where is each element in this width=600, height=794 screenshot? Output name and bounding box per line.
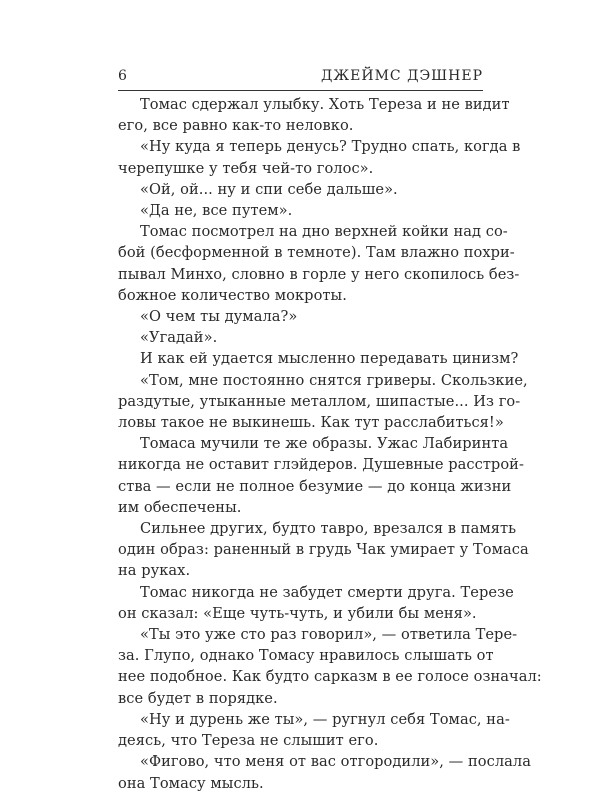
- body-text: [118, 94, 542, 794]
- text-line: «Ой, ой... ну и спи себе дальше».: [140, 180, 398, 198]
- paragraph: [118, 518, 529, 582]
- text-line: пывал Минхо, словно в горле у него скопилось без-: [118, 265, 520, 283]
- paragraph: [118, 624, 542, 709]
- text-line: бой (бесформенной в темноте). Там влажно похри-: [118, 244, 515, 262]
- text-line: Сильнее других, будто тавро, врезался в память: [140, 520, 517, 538]
- paragraph: [118, 94, 510, 136]
- text-line: «Ты это уже сто раз говорил», — ответила Тере-: [140, 626, 518, 644]
- paragraph: [118, 582, 514, 624]
- running-head-author: ДЖЕЙМС ДЭШНЕР: [321, 68, 483, 84]
- text-line: Томаса мучили те же образы. Ужас Лабиринта: [140, 435, 509, 453]
- text-line: «Ну и дурень же ты», — ругнул себя Томас, на-: [140, 710, 510, 728]
- text-line: один образ: раненный в грудь Чак умирает у Томаса: [118, 541, 529, 559]
- text-line: деясь, что Тереза не слышит его.: [118, 732, 379, 750]
- text-line: ства — если не полное безумие — до конца жизни: [118, 477, 512, 495]
- text-line: им обеспечены.: [118, 498, 242, 516]
- text-line: Томас сдержал улыбку. Хоть Тереза и не видит: [140, 96, 510, 113]
- text-line: Томас никогда не забудет смерти друга. Терезе: [140, 583, 514, 601]
- text-line: Томас посмотрел на дно верхней койки над со-: [140, 223, 508, 241]
- paragraph: [118, 327, 483, 348]
- text-line: она Томасу мысль.: [118, 774, 264, 792]
- paragraph: [118, 433, 524, 518]
- page-header: [118, 64, 483, 91]
- text-line: «Том, мне постоянно снятся гриверы. Скользкие,: [140, 371, 528, 389]
- text-line: «Угадай».: [140, 329, 218, 347]
- text-line: нее подобное. Как будто сарказм в ее голосе означал:: [118, 668, 542, 686]
- text-line: за. Глупо, однако Томасу нравилось слышать от: [118, 647, 494, 665]
- text-line: «Ну куда я теперь денусь? Трудно спать, когда в: [140, 138, 521, 156]
- text-line: все будет в порядке.: [118, 689, 278, 707]
- text-line: его, все равно как-то неловко.: [118, 117, 354, 135]
- page-number: 6: [118, 68, 128, 84]
- paragraph: [118, 370, 528, 434]
- paragraph: [118, 136, 521, 178]
- paragraph: [118, 200, 483, 221]
- text-line: раздутые, утыканные металлом, шипастые... Из го-: [118, 392, 521, 410]
- text-line: на руках.: [118, 562, 191, 580]
- text-line: И как ей удается мысленно передавать цинизм?: [140, 350, 519, 368]
- text-line: ловы такое не выкинешь. Как тут расслабиться!»: [118, 414, 504, 432]
- paragraph: [118, 179, 483, 200]
- paragraph: [118, 709, 510, 751]
- paragraph: [118, 751, 531, 793]
- paragraph: [118, 221, 520, 306]
- text-line: «Фигово, что меня от вас отгородили», — послала: [140, 753, 531, 771]
- text-line: он сказал: «Еще чуть-чуть, и убили бы меня».: [118, 604, 477, 622]
- text-line: божное количество мокроты.: [118, 286, 347, 304]
- paragraph: [118, 306, 483, 327]
- text-line: «О чем ты думала?»: [140, 308, 298, 326]
- text-line: черепушке у тебя чей-то голос».: [118, 159, 374, 177]
- text-line: никогда не оставит глэйдеров. Душевные расстрой-: [118, 456, 524, 474]
- text-line: «Да не, все путем».: [140, 202, 293, 220]
- paragraph: [118, 348, 519, 369]
